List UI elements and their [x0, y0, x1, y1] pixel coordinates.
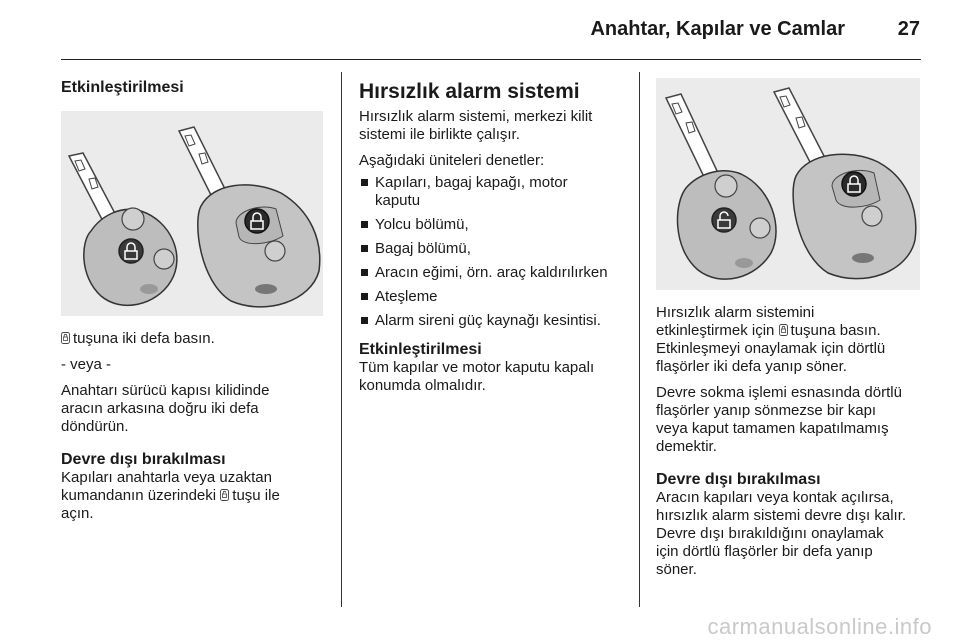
column-divider-left [341, 72, 342, 607]
list-item: Kapıları, bagaj kapağı, motor kaputu [359, 174, 634, 210]
alarm-heading: Hırsızlık alarm sistemi [359, 80, 580, 103]
or-text: - veya - [61, 356, 112, 373]
lock-icon [61, 332, 70, 344]
disarm-heading: Devre dışı bırakılması [61, 451, 226, 468]
list-item: Bagaj bölümü, [359, 240, 634, 258]
alarm-intro: Hırsızlık alarm sistemi, merkezi kilit sistemi ile birlikte çalışır. [359, 108, 593, 143]
activate-instruction: Hırsızlık alarm sistemini etkinleştirmek için tuşuna basın. Etkinleşmeyi onaylamak için dörtlü flaşörler iki defa yanıp söner. [656, 304, 886, 375]
lock-icon [779, 324, 788, 336]
left-heading: Etkinleştirilmesi [61, 79, 184, 96]
key-fob-illustration [61, 111, 323, 316]
list-item: Alarm sireni güç kaynağı kesintisi. [359, 312, 634, 330]
monitors-text: Aşağıdaki üniteleri denetler: [359, 152, 545, 169]
alternative-text: Anahtarı sürücü kapısı kilidinde aracın arkasına doğru iki defa döndürün. [61, 382, 270, 435]
watermark: carmanualsonline.info [707, 614, 932, 639]
list-item: Aracın eğimi, örn. araç kaldırılırken [359, 264, 634, 282]
monitored-units-list [359, 174, 634, 330]
press-twice-text: tuşuna iki defa basın. [61, 330, 331, 348]
arming-failure-text: Devre sokma işlemi esnasında dörtlü flaşörler yanıp sönmezse bir kapı veya kaput tamamen kapatılmamış demektir. [656, 384, 902, 455]
key-fob-illustration [656, 78, 920, 290]
header-rule [61, 59, 921, 60]
column-divider-right [639, 72, 640, 607]
middle-column [359, 80, 634, 403]
page-number: 27 [897, 18, 920, 40]
unlock-icon [220, 489, 229, 501]
activation-text: Tüm kapılar ve motor kaputu kapalı konumda olmalıdır. [359, 359, 595, 394]
list-item: Ateşleme [359, 288, 634, 306]
disarm-text: Kapıları anahtarla veya uzaktan kumandanın üzerindeki tuşu ile açın. [61, 469, 280, 522]
header-title: Anahtar, Kapılar ve Camlar [590, 18, 845, 40]
disarm-text: Aracın kapıları veya kontak açılırsa, hırsızlık alarm sistemi devre dışı kalır. Devre dışı bırakıldığını onaylamak için dörtlü flaşörler bir defa yanıp söner. [656, 489, 907, 578]
activation-heading: Etkinleştirilmesi [359, 341, 482, 358]
left-column [61, 78, 331, 531]
right-column [656, 78, 924, 587]
list-item: Yolcu bölümü, [359, 216, 634, 234]
disarm-heading: Devre dışı bırakılması [656, 471, 821, 488]
